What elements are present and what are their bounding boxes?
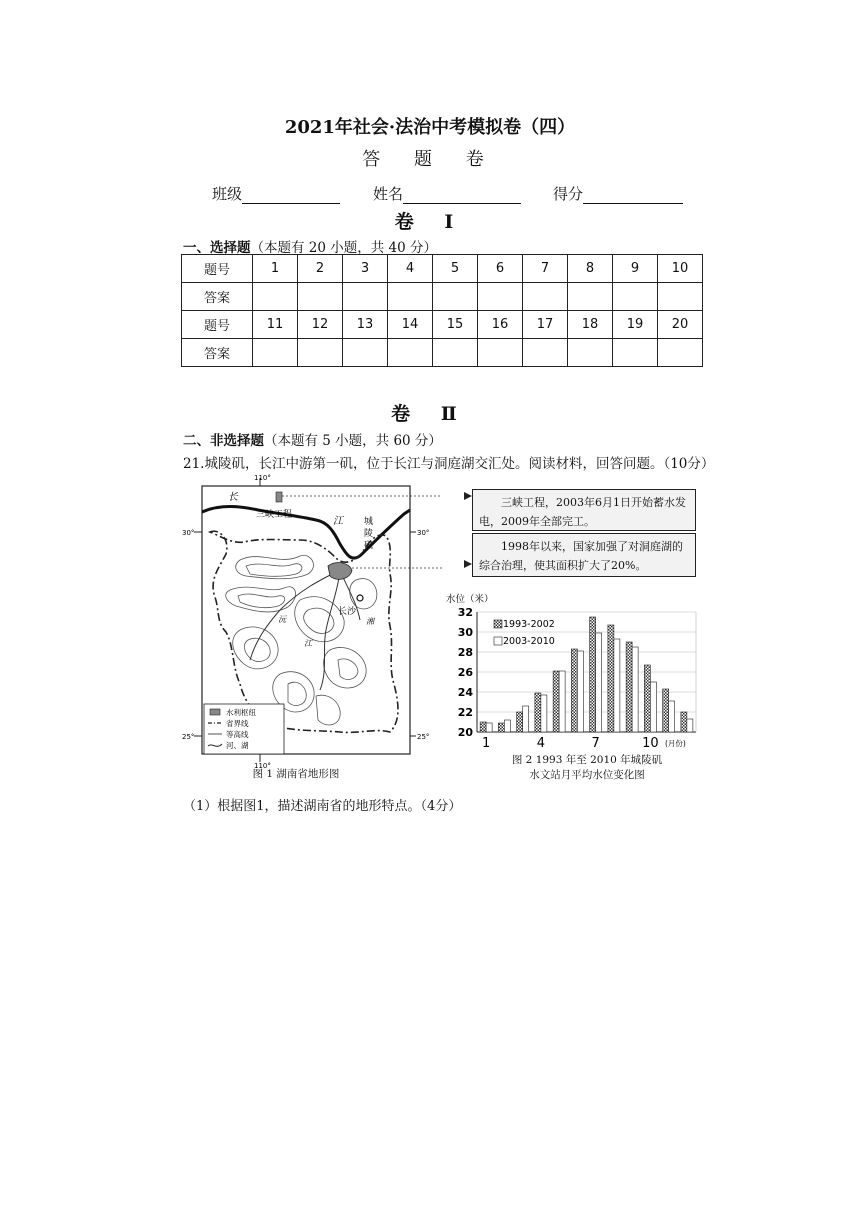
question-number: 8 <box>568 255 613 283</box>
y-tick-label: 32 <box>457 606 473 619</box>
class-blank[interactable] <box>242 188 340 204</box>
bar-1993-2002-month-10 <box>644 665 650 732</box>
part1-heading: 卷 Ⅰ <box>394 211 466 233</box>
question-number: 18 <box>568 311 613 339</box>
legend-label-1993: 1993-2002 <box>503 619 555 630</box>
lat30-label-right: 30° <box>417 529 430 537</box>
bar-2003-2010-month-3 <box>523 706 529 732</box>
bar-1993-2002-month-3 <box>517 712 523 732</box>
chart-bars <box>480 617 693 732</box>
lon-label-bottom: 110° <box>254 762 271 770</box>
bar-2003-2010-month-11 <box>669 701 675 732</box>
answer-cell[interactable] <box>433 339 478 367</box>
question-number: 19 <box>613 311 658 339</box>
answer-cell[interactable] <box>613 283 658 311</box>
question-number: 3 <box>343 255 388 283</box>
x-tick-label: 10 <box>642 736 659 751</box>
answer-cell[interactable] <box>388 283 433 311</box>
legend-item: 等高线 <box>226 730 249 739</box>
question-number: 17 <box>523 311 568 339</box>
question-number: 12 <box>298 311 343 339</box>
lon-label-top: 110° <box>254 474 271 482</box>
map-caption: 图 1 湖南省地形图 <box>252 768 340 780</box>
map-label-xiang: 湘 <box>366 617 374 626</box>
answer-cell[interactable] <box>613 339 658 367</box>
question-number: 16 <box>478 311 523 339</box>
class-label: 班级 <box>212 185 243 203</box>
question-number: 6 <box>478 255 523 283</box>
row-label-answer: 答案 <box>182 283 253 311</box>
row-label-number: 题号 <box>182 311 253 339</box>
x-tick-label: 1 <box>481 736 491 751</box>
bar-2003-2010-month-2 <box>504 720 510 732</box>
dam-icon <box>276 492 282 502</box>
bar-1993-2002-month-12 <box>681 712 687 732</box>
changsha-marker <box>357 595 363 601</box>
question-number: 9 <box>613 255 658 283</box>
bar-1993-2002-month-1 <box>480 722 486 732</box>
answer-cell[interactable] <box>388 339 433 367</box>
answer-cell[interactable] <box>298 283 343 311</box>
answer-cell[interactable] <box>478 283 523 311</box>
question-number: 7 <box>523 255 568 283</box>
question-number: 2 <box>298 255 343 283</box>
answer-cell[interactable] <box>568 283 613 311</box>
chart-caption <box>482 752 692 782</box>
section1-title: 一、选择题 <box>183 240 251 256</box>
legend-item: 省界线 <box>226 719 249 728</box>
answer-table <box>181 254 703 367</box>
answer-cell[interactable] <box>658 283 703 311</box>
bar-2003-2010-month-12 <box>687 719 693 732</box>
map-label-yuan: 沅 <box>278 615 286 624</box>
y-tick-label: 20 <box>457 726 473 739</box>
lat25-label-left: 25° <box>182 733 195 741</box>
answer-cell[interactable] <box>433 283 478 311</box>
legend-item: 河、湖 <box>226 741 249 750</box>
bar-1993-2002-month-11 <box>663 689 669 732</box>
bar-1993-2002-month-6 <box>571 649 577 732</box>
x-tick-label: 7 <box>591 736 600 751</box>
table-row <box>182 311 703 339</box>
y-tick-label: 24 <box>457 686 473 699</box>
bar-1993-2002-month-2 <box>498 723 504 732</box>
row-label-number: 题号 <box>182 255 253 283</box>
table-row <box>182 255 703 283</box>
section2-note: （本题有 5 小题，共 60 分） <box>264 433 442 449</box>
bar-1993-2002-month-7 <box>590 617 596 732</box>
bar-2003-2010-month-8 <box>614 639 620 732</box>
question-number: 5 <box>433 255 478 283</box>
class-field[interactable] <box>212 183 340 204</box>
map-label-jiang: 江 <box>333 516 343 527</box>
question-number: 10 <box>658 255 703 283</box>
map-label-sanxia: 三峡工程 <box>256 510 293 520</box>
lat30-label-left: 30° <box>182 529 195 537</box>
question-number: 15 <box>433 311 478 339</box>
chart-xlabel: (月份) <box>665 739 686 748</box>
lat25-label-right: 25° <box>417 733 430 741</box>
bar-2003-2010-month-10 <box>650 682 656 732</box>
answer-cell[interactable] <box>523 339 568 367</box>
y-tick-label: 22 <box>457 706 473 719</box>
bar-2003-2010-month-1 <box>486 723 492 732</box>
map-label-chenglingji-1: 城 <box>364 517 374 527</box>
section1-heading <box>183 236 437 256</box>
dam-legend-icon <box>210 709 220 715</box>
section2-title: 二、非选择题 <box>183 433 264 449</box>
table-row <box>182 339 703 367</box>
bar-2003-2010-month-6 <box>577 651 583 732</box>
hunan-map <box>180 470 442 770</box>
y-tick-label: 30 <box>457 626 473 639</box>
score-label: 得分 <box>553 185 584 203</box>
answer-cell[interactable] <box>568 339 613 367</box>
chart-ylabel: 水位（米） <box>446 594 494 605</box>
water-level-chart <box>440 590 700 752</box>
answer-cell[interactable] <box>298 339 343 367</box>
section1-note: （本题有 20 小题，共 40 分） <box>250 240 438 256</box>
score-field[interactable] <box>553 183 683 204</box>
bar-2003-2010-month-9 <box>632 647 638 732</box>
legend-swatch-1993 <box>494 620 502 628</box>
map-label-chenglingji-2: 陵 <box>364 529 374 539</box>
sub-question-1: （1）根据图1，描述湖南省的地形特点。（4分） <box>183 799 462 814</box>
name-label: 姓名 <box>373 185 404 203</box>
score-blank[interactable] <box>583 188 683 204</box>
section2-heading <box>183 429 442 449</box>
chart-caption-line2: 水文站月平均水位变化图 <box>529 769 645 781</box>
answer-cell[interactable] <box>343 339 388 367</box>
answer-cell[interactable] <box>523 283 568 311</box>
bar-2003-2010-month-5 <box>559 671 565 732</box>
answer-cell[interactable] <box>253 339 298 367</box>
bar-1993-2002-month-9 <box>626 642 632 732</box>
y-tick-label: 28 <box>457 646 473 659</box>
map-label-jiang2: 江 <box>304 639 312 648</box>
chart-xticks <box>482 736 659 751</box>
row-label-answer: 答案 <box>182 339 253 367</box>
legend-item: 水利枢纽 <box>226 708 256 717</box>
map-label-changsha: 长沙 <box>338 607 357 617</box>
part2-heading: 卷 Ⅱ <box>391 403 469 425</box>
question-number: 13 <box>343 311 388 339</box>
map-label-chang: 长 <box>228 492 238 503</box>
bar-1993-2002-month-5 <box>553 671 559 732</box>
legend-label-2003: 2003-2010 <box>503 636 555 647</box>
answer-cell[interactable] <box>478 339 523 367</box>
question-number: 20 <box>658 311 703 339</box>
answer-cell[interactable] <box>343 283 388 311</box>
legend-swatch-2003 <box>494 637 502 645</box>
callout-box-dongting: 1998年以来，国家加强了对洞庭湖的综合治理，使其面积扩大了20%。 <box>472 533 696 577</box>
name-blank[interactable] <box>403 188 521 204</box>
question-number: 14 <box>388 311 433 339</box>
bar-1993-2002-month-8 <box>608 625 614 732</box>
bar-2003-2010-month-4 <box>541 695 547 732</box>
question-21: 21.城陵矶，长江中游第一矶，位于长江与洞庭湖交汇处。阅读材料，回答问题。（10分） <box>183 456 715 472</box>
exam-subtitle: 答 题 卷 <box>362 149 498 170</box>
bar-2003-2010-month-7 <box>596 633 602 732</box>
answer-cell[interactable] <box>658 339 703 367</box>
answer-cell[interactable] <box>253 283 298 311</box>
chart-caption-line1: 图 2 1993 年至 2010 年城陵矶 <box>511 754 663 766</box>
y-tick-label: 26 <box>457 666 473 679</box>
map-label-chenglingji-3: 矶 <box>364 541 374 551</box>
chart-yticks <box>458 606 474 739</box>
name-field[interactable] <box>373 183 521 204</box>
table-row <box>182 283 703 311</box>
x-tick-label: 4 <box>536 736 546 751</box>
callout-box-sanxia: 三峡工程，2003年6月1日开始蓄水发电，2009年全部完工。 <box>472 489 696 531</box>
callout-arrows <box>442 488 472 572</box>
question-number: 1 <box>253 255 298 283</box>
exam-title: 2021年社会·法治中考模拟卷（四） <box>284 117 576 138</box>
question-number: 11 <box>253 311 298 339</box>
question-number: 4 <box>388 255 433 283</box>
bar-1993-2002-month-4 <box>535 693 541 732</box>
